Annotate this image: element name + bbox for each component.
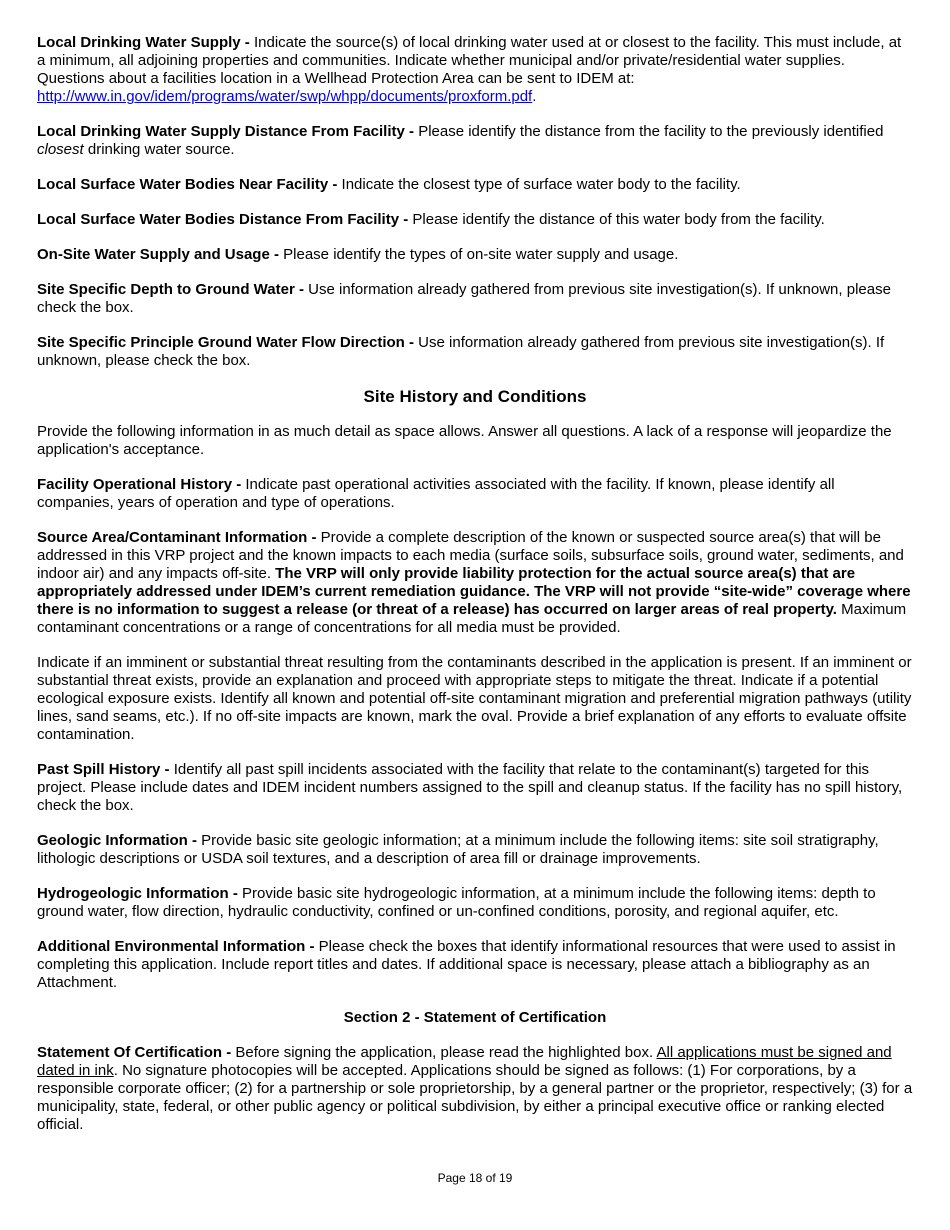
paragraph-title: Statement Of Certification - xyxy=(37,1044,236,1061)
drinking-water-distance-paragraph xyxy=(37,123,913,159)
paragraph-title: Site Specific Principle Ground Water Flow Direction - xyxy=(37,334,419,351)
document-page xyxy=(37,34,913,1151)
paragraph-title: Site Specific Depth to Ground Water - xyxy=(37,281,309,298)
paragraph-text: Provide basic site hydrogeologic information, at a minimum include the following items: depth to ground water, flow direction, hydraulic conductivity, confined or un-confined conditions, porosity, and regional aquifer, etc. xyxy=(37,885,876,920)
surface-water-distance-paragraph xyxy=(37,211,913,229)
paragraph-title: Source Area/Contaminant Information - xyxy=(37,529,321,546)
paragraph-text: Provide basic site geologic information; at a minimum include the following items: site soil stratigraphy, lithologic descriptions or USDA soil textures, and a description of area fill or drainage improvements. xyxy=(37,832,879,867)
depth-to-ground-water-paragraph xyxy=(37,281,913,317)
ground-water-flow-paragraph xyxy=(37,334,913,370)
paragraph-text: Please identify the distance from the facility to the previously identified xyxy=(418,123,884,140)
paragraph-title: Geologic Information - xyxy=(37,832,202,849)
paragraph-text: Please identify the types of on-site water supply and usage. xyxy=(283,246,679,263)
paragraph-text: . No signature photocopies will be accepted. Applications should be signed as follows: (1) For corporations, by a responsible corporate officer; (2) for a partnership or sole proprietorship, by a general partner or the proprietor, respectively; (3) for a municipality, state, federal, or other public agency or political subdivision, by either a principal executive office or ranking elected official. xyxy=(37,1062,913,1133)
paragraph-text: Maximum contaminant concentrations or a range of concentrations for all media must be provided. xyxy=(37,601,907,636)
bold-notice-text: The VRP will only provide liability protection for the actual source area(s) that are appropriately addressed under IDEM’s current remediation guidance. The VRP will not provide “site-wide” coverage where there is no information to suggest a release (or threat of a release) has occurred on larger areas of real property. xyxy=(37,565,911,618)
imminent-threat-paragraph xyxy=(37,654,913,744)
paragraph-text: Please check the boxes that identify informational resources that were used to assist in completing this application. Include report titles and dates. If additional space is necessary, please attach a bibliography as an Attachment. xyxy=(37,938,896,991)
paragraph-title: Past Spill History - xyxy=(37,761,174,778)
emphasis-text: closest xyxy=(37,141,84,158)
onsite-water-supply-paragraph xyxy=(37,246,913,264)
paragraph-text: . xyxy=(532,88,537,105)
section-heading-certification: Section 2 - Statement of Certification xyxy=(343,1009,607,1026)
paragraph-title: Local Drinking Water Supply - xyxy=(37,34,254,51)
facility-operational-history-paragraph xyxy=(37,476,913,512)
section-heading-site-history: Site History and Conditions xyxy=(363,387,587,406)
paragraph-text: Indicate past operational activities associated with the facility. If known, please identify all companies, years of operation and type of operations. xyxy=(37,476,835,511)
paragraph-title: Hydrogeologic Information - xyxy=(37,885,242,902)
additional-environmental-information-paragraph xyxy=(37,938,913,992)
paragraph-text: drinking water source. xyxy=(83,141,235,158)
underlined-requirement-text: All applications must be signed and dated in ink xyxy=(37,1044,892,1079)
statement-of-certification-paragraph xyxy=(37,1044,913,1134)
paragraph-text: Provide the following information in as much detail as space allows. Answer all questions. A lack of a response will jeopardize the application's acceptance. xyxy=(37,423,892,458)
paragraph-text: Use information already gathered from previous site investigation(s). If unknown, please check the box. xyxy=(37,281,891,316)
paragraph-text: Indicate if an imminent or substantial threat resulting from the contaminants described in the application is present. If an imminent or substantial threat exists, provide an explanation and proceed with appropriate steps to mitigate the threat. Indicate if a potential ecological exposure exists. Identify all known and potential off-site contaminant migration and preferential migration pathways (utility lines, sand seams, etc.). If no off-site impacts are known, mark the oval. Provide a brief explanation of any efforts to evaluate offsite contamination. xyxy=(37,654,912,743)
geologic-information-paragraph xyxy=(37,832,913,868)
paragraph-title: Local Drinking Water Supply Distance From Facility - xyxy=(37,123,419,140)
paragraph-text: Provide a complete description of the known or suspected source area(s) that will be addressed in this VRP project and the known impacts to each media (surface soils, subsurface soils, ground water, sediments, and indoor air) and any impacts off-site. xyxy=(37,529,904,582)
paragraph-title: Facility Operational History - xyxy=(37,476,246,493)
past-spill-history-paragraph xyxy=(37,761,913,815)
paragraph-text: Indicate the closest type of surface water body to the facility. xyxy=(341,176,741,193)
paragraph-text: Use information already gathered from previous site investigation(s). If unknown, please check the box. xyxy=(37,334,885,369)
intro-paragraph xyxy=(37,423,913,459)
surface-water-bodies-paragraph xyxy=(37,176,913,194)
local-drinking-water-supply-paragraph xyxy=(37,34,913,106)
paragraph-title: Local Surface Water Bodies Near Facility - xyxy=(37,176,342,193)
proxform-link[interactable]: http://www.in.gov/idem/programs/water/swp/whpp/documents/proxform.pdf xyxy=(37,88,533,105)
paragraph-text: Identify all past spill incidents associated with the facility that relate to the contaminant(s) targeted for this project. Please include dates and IDEM incident numbers assigned to the spill and cleanup status. If the facility has no spill history, check the box. xyxy=(37,761,903,814)
paragraph-text: Before signing the application, please read the highlighted box. xyxy=(235,1044,657,1061)
paragraph-text: Please identify the distance of this water body from the facility. xyxy=(412,211,825,228)
paragraph-text: Indicate the source(s) of local drinking water used at or closest to the facility. This must include, at a minimum, all adjoining properties and communities. Indicate whether municipal and/or private/residential water supplies. Questions about a facilities location in a Wellhead Protection Area can be sent to IDEM at: xyxy=(37,34,902,87)
paragraph-title: Additional Environmental Information - xyxy=(37,938,319,955)
hydrogeologic-information-paragraph xyxy=(37,885,913,921)
paragraph-title: Local Surface Water Bodies Distance From Facility - xyxy=(37,211,413,228)
paragraph-title: On-Site Water Supply and Usage - xyxy=(37,246,284,263)
page-number-footer: Page 18 of 19 xyxy=(437,1171,513,1185)
source-area-paragraph xyxy=(37,529,913,637)
